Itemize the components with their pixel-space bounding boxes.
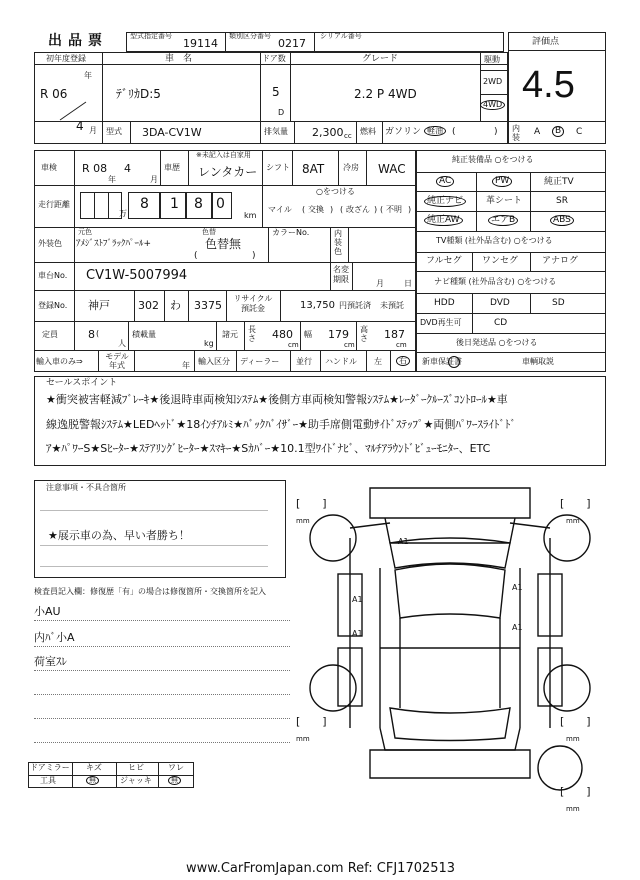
mileage-digit-1: 1 (170, 196, 179, 212)
reg-kana: わ (170, 299, 181, 312)
sales-line-3: ｱ★ﾊﾟﾜｰS★Sﾋｰﾀｰ★ｽﾃｱﾘﾝｸﾞﾋｰﾀｰ★ｽﾏｷｰ★Sｶﾊﾞｰ★10.1型ﾜｲﾄﾞﾅﾋﾞ、ﾏﾙﾁｱﾗｳﾝﾄﾞﾋﾞｭｰﾓﾆﾀｰ、ETC (46, 442, 491, 455)
serial-label: シリアル番号 (320, 32, 362, 40)
grade-value: 2.2 P 4WD (354, 87, 417, 101)
first-reg-label: 初年度登録 (46, 54, 86, 63)
form-title: 出品票 (48, 33, 108, 49)
handle-right: 右 (396, 356, 410, 366)
notes-line: ★展示車の為、早い者勝ち！ (48, 529, 190, 542)
ac-value: WAC (378, 162, 406, 176)
interior-color-label: 内装色 (334, 229, 342, 256)
equip-abs: ABS (550, 215, 574, 226)
inspection-label: 車検 (41, 163, 57, 172)
tire-rear-left-bracket: [ ] (296, 715, 327, 728)
height-label: 高さ (360, 325, 368, 343)
navi-dvd: DVD (490, 298, 510, 308)
title-change-label: 名変期限 (333, 265, 349, 284)
tv-analog: アナログ (542, 256, 579, 266)
mileage-man: 8 (140, 196, 149, 212)
color-orig-label: 元色 (78, 228, 92, 236)
inspector-line-2: 内ﾊﾞ小A (34, 631, 75, 644)
doors-label: ドア数 (262, 54, 286, 63)
model-year-label: モデル年式 (105, 352, 129, 370)
tire-front-left-mm: mm (296, 517, 310, 525)
mileage-unit-man: 万 (119, 209, 127, 218)
tire-rear-right-mm: mm (566, 735, 580, 743)
color-no-label: カラーNo. (272, 228, 310, 237)
tire-front-right-bracket: [ ] (560, 497, 591, 510)
diagram-label-hood: A1 (398, 537, 409, 546)
type-label: 型式 (106, 127, 122, 136)
model-year-unit: 年 (182, 361, 190, 370)
fuel-diesel: 軽油 (424, 126, 446, 136)
equip-aw: 純正AW (424, 215, 463, 226)
part-tools-value: 無 (86, 776, 99, 785)
year-unit: 年 (84, 71, 92, 80)
recycle-unpaid: 未預託 (380, 301, 404, 310)
fuel-paren-open: ( (452, 127, 456, 137)
post-warranty: 新車保証書 (422, 357, 462, 366)
width-unit: cm (344, 341, 355, 349)
disp-label: 排気量 (264, 127, 288, 136)
equip-tv: 純正TV (544, 177, 574, 187)
handle-left: 左 (374, 357, 382, 366)
footer-ref: www.CarFromJapan.com Ref: CFJ1702513 (186, 861, 456, 876)
equip-leather: 革シート (486, 196, 523, 206)
chassis-label: 車台No. (38, 271, 68, 280)
mileage-opt3: 不明 (386, 205, 402, 214)
mileage-unit-km: km (244, 211, 257, 220)
inspector-line-1: 小AU (34, 605, 61, 618)
reg-number: 3375 (194, 299, 222, 312)
category-label: 類別区分番号 (229, 32, 271, 40)
part-mirror: ドアミラー (30, 763, 70, 772)
width-label: 幅 (304, 330, 312, 339)
mileage-opt2: 改ざん (346, 205, 370, 214)
interior-b: B (552, 126, 564, 137)
height-unit: cm (396, 341, 407, 349)
car-damage-diagram (290, 478, 610, 812)
part-jack-value: 無 (168, 776, 181, 785)
equip-sr: SR (556, 196, 568, 206)
tire-rear-right-bracket: [ ] (560, 715, 591, 728)
fuel-label: 燃料 (360, 127, 376, 136)
width-value: 179 (328, 328, 349, 341)
length-value: 480 (272, 328, 293, 341)
inspection-year: R 08 (82, 162, 108, 175)
diagram-label-left-front-door: A1 (352, 595, 363, 604)
interior-a: A (534, 127, 541, 137)
car-name-label: 車 名 (165, 54, 193, 64)
sales-label: セールスポイント (46, 378, 118, 388)
drive-4wd: 4WD (480, 100, 505, 110)
sales-line-1: ★衝突被害軽減ﾌﾞﾚｰｷ★後退時車両検知ｼｽﾃﾑ★後側方車両検知警報ｼｽﾃﾑ★ﾚｰﾀﾞｰｸﾙｰｽﾞｺﾝﾄﾛｰﾙ★車 (46, 393, 508, 406)
part-scratch: キズ (86, 763, 102, 772)
shift-value: 8AT (302, 162, 325, 176)
equip-navi: 純正ナビ (424, 196, 466, 207)
navi-dvd-play: DVD再生可 (420, 318, 462, 327)
chassis-value: CV1W-5007994 (86, 268, 188, 283)
post-warranty-mark (448, 356, 460, 368)
color-change-label: 色替 (202, 228, 216, 236)
notes-label: 注意事項・不具合箇所 (46, 483, 126, 492)
tire-front-left-bracket: [ ] (296, 497, 327, 510)
history-note: ※未記入は自家用 (196, 151, 251, 159)
drive-2wd: 2WD (483, 77, 503, 86)
capacity-unit: 人 (118, 339, 126, 348)
dealer-label: ディーラー (240, 357, 280, 366)
navi-sd: SD (552, 298, 565, 308)
diagram-label-left-rear-door: A1 (352, 629, 363, 638)
category-value: 0217 (278, 37, 306, 50)
tire-rear-left-mm: mm (296, 735, 310, 743)
history-label: 車歴 (164, 163, 180, 172)
mileage-opt1: 交換 (308, 205, 324, 214)
inspector-label: 検査員記入欄：修復歴「有」の場合は修復箇所・交換箇所を記入 (34, 587, 266, 596)
ac-label: 冷房 (343, 163, 359, 172)
tv-header: TV種類 (社外品含む) ○をつける (436, 236, 553, 245)
mileage-label: 走行距離 (38, 200, 70, 209)
rating-label: 評価点 (532, 37, 560, 47)
equip-pw: PW (492, 176, 512, 187)
equip-header: 純正装備品 ○をつける (452, 155, 534, 164)
reg-label: 登録No. (38, 301, 68, 310)
month-unit: 月 (89, 126, 97, 135)
doors-sub: D (278, 108, 285, 117)
capacity-value: 8 (88, 328, 95, 341)
title-change-month: 月 (376, 279, 384, 288)
load-label: 積載量 (132, 330, 156, 339)
mileage-miles: マイル (268, 205, 292, 214)
tire-spare-bracket: [ ] (560, 785, 591, 798)
disp-value: 2,300 (312, 126, 344, 139)
color-change-value: 色替無 (205, 237, 242, 251)
dims-label: 諸元 (222, 330, 238, 339)
first-reg-month: 4 (76, 119, 84, 133)
inspection-year-unit: 年 (108, 175, 116, 184)
mileage-digit-2: 8 (194, 196, 203, 212)
diagram-label-right-rear-door: A1 (512, 623, 523, 632)
length-unit: cm (288, 341, 299, 349)
reg-region: 神戸 (88, 299, 110, 312)
part-jack: ジャッキ (120, 776, 152, 785)
tire-spare-mm: mm (566, 805, 580, 813)
diagram-label-right-front-door: A1 (512, 583, 523, 592)
equip-airbag: エアB (488, 215, 518, 226)
mileage-digit-3: 0 (216, 196, 225, 212)
post-manual: 車輌取説 (522, 357, 554, 366)
part-tools: 工具 (40, 776, 56, 785)
drive-label: 駆動 (484, 55, 500, 64)
import-label: 輸入車のみ⇒ (36, 357, 83, 366)
part-break: ワレ (168, 763, 184, 772)
car-name-value: ﾃﾞﾘｶD:5 (116, 87, 161, 101)
handle-label: ハンドル (325, 357, 357, 366)
tv-oneseg: ワンセグ (482, 256, 519, 266)
model-cert-value: 19114 (183, 37, 218, 50)
fuel-paren-close: ) (494, 127, 498, 137)
title-change-day: 日 (404, 279, 412, 288)
capacity-label: 定員 (42, 330, 58, 339)
inspection-month: 4 (124, 162, 131, 175)
mileage-circle-note: ○をつける (316, 187, 355, 196)
history-value: レンタカー (198, 165, 258, 179)
rating-value: 4.5 (522, 64, 575, 106)
load-unit: kg (204, 339, 214, 348)
grade-label: グレード (362, 54, 399, 64)
recycle-label: リサイクル預託金 (233, 294, 273, 313)
part-crack: ヒビ (128, 763, 144, 772)
shift-label: シフト (266, 163, 290, 172)
import-cat-label: 輸入区分 (198, 357, 230, 366)
recycle-value: 13,750 (300, 300, 335, 311)
navi-hdd: HDD (434, 298, 455, 308)
navi-header: ナビ種類 (社外品含む) ○をつける (434, 277, 557, 286)
tv-fullseg: フルセグ (426, 256, 462, 266)
sales-line-2: 線逸脱警報ｼｽﾃﾑ★LEDﾍｯﾄﾞ★18ｲﾝﾁｱﾙﾐ★ﾊﾞｯｸﾊﾞｲｻﾞｰ★助手席側電動ｻｲﾄﾞｽﾃｯﾌﾟ★両側ﾊﾟﾜｰｽﾗｲﾄﾞﾄﾞ (46, 418, 516, 431)
height-value: 187 (384, 328, 405, 341)
disp-unit: cc (344, 132, 352, 140)
equip-ac: AC (436, 176, 454, 187)
recycle-unit: 円預託済 (339, 301, 371, 310)
first-reg-year: R 06 (40, 87, 68, 101)
interior-c: C (576, 127, 583, 137)
doors-value: 5 (272, 85, 280, 99)
length-label: 長さ (248, 325, 256, 343)
inspector-line-3: 荷室ｽﾚ (34, 655, 67, 668)
parallel-label: 並行 (296, 357, 312, 366)
model-cert-label: 型式指定番号 (130, 32, 172, 40)
color-label: 外装色 (38, 239, 62, 248)
navi-cd: CD (494, 318, 508, 328)
reg-class: 302 (138, 299, 159, 312)
fuel-gas: ガソリン (385, 127, 422, 137)
tire-front-right-mm: mm (566, 517, 580, 525)
color-orig-value: ｱﾒｼﾞｽﾄﾌﾞﾗｯｸﾊﾟｰﾙ+ (76, 239, 152, 249)
post-header: 後日発送品 ○をつける (456, 338, 538, 347)
interior-label: 内装 (512, 124, 520, 142)
inspection-month-unit: 月 (150, 175, 158, 184)
type-value: 3DA-CV1W (142, 126, 202, 139)
mileage-opt1-paren: ( (302, 205, 306, 214)
